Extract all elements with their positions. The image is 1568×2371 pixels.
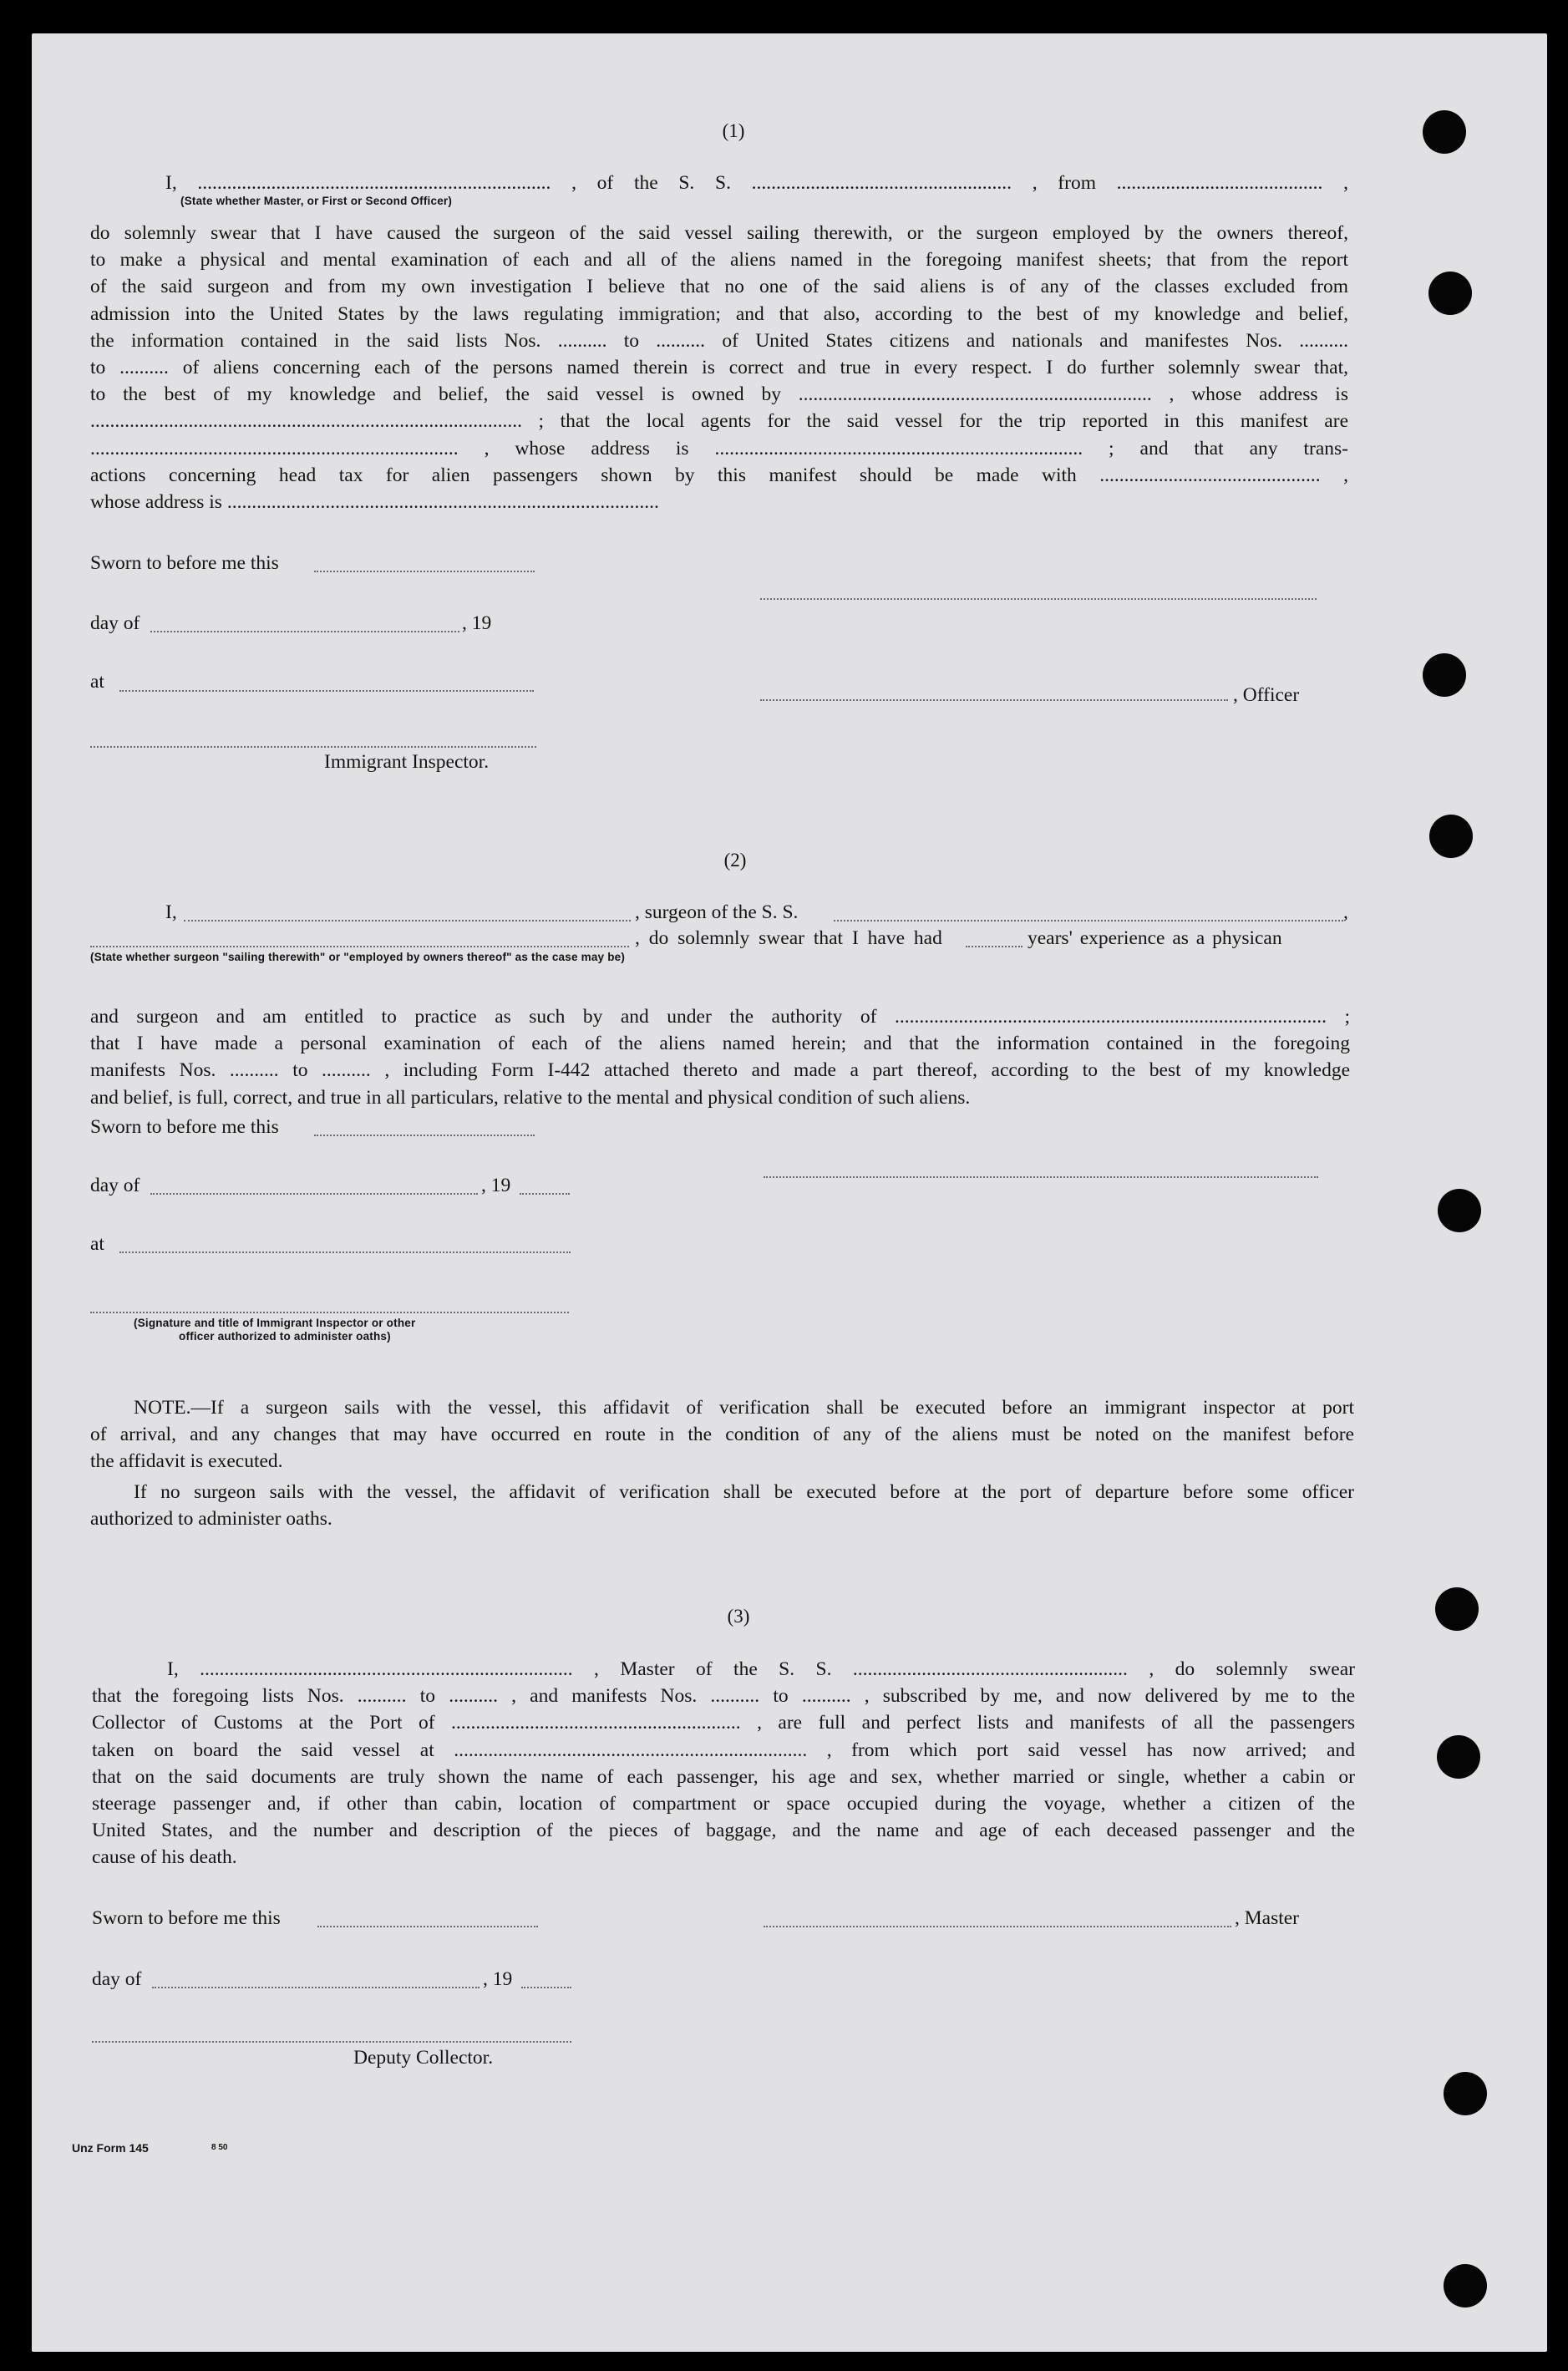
oath-line: steerage passenger and, if other than cabin, location of compartment or space occupied during the voyage, whether a citizen of the xyxy=(92,1793,1355,1815)
inspector-label: Immigrant Inspector. xyxy=(324,751,490,773)
officer-rank-note: (State whether Master, or First or Second Officer) xyxy=(180,195,453,207)
note-line: If no surgeon sails with the vessel, the affidavit of verification shall be executed before at the port of departure before some officer xyxy=(134,1480,1354,1503)
officer-label: , Officer xyxy=(1233,684,1300,706)
year-label: , 19 xyxy=(483,1968,513,1990)
oath-line: United States, and the number and description of the pieces of baggage, and the name and age of each deceased passenger and the xyxy=(92,1820,1355,1842)
note-line: NOTE.—If a surgeon sails with the vessel, this affidavit of verification shall be executed before an immigrant inspector at port xyxy=(134,1397,1354,1419)
form-id: Unz Form 145 xyxy=(72,2141,149,2155)
manifest-verification-page xyxy=(32,33,1547,2352)
surgeon-signature-line xyxy=(764,1176,1318,1178)
surgeon-type-line xyxy=(90,946,629,947)
oath-line: to make a physical and mental examination of each and all of the aliens named in the foregoing manifest sheets; that from the report xyxy=(90,249,1348,272)
sworn-label: Sworn to before me this xyxy=(90,552,279,574)
punch-hole xyxy=(1438,1189,1481,1232)
oath-line: to .......... of aliens concerning each of the persons named therein is correct and true in every respect. I do further solemnly swear that, xyxy=(90,357,1348,379)
collector-label: Deputy Collector. xyxy=(353,2047,494,2069)
inspector-signature-line xyxy=(90,1312,569,1313)
section-3-body xyxy=(92,1656,1355,1871)
at-label: at xyxy=(90,671,104,693)
oath-line: that on the said documents are truly shown the name of each passenger, his age and sex, whether married or single, whether a cabin or xyxy=(92,1765,1355,1788)
oath-line: the information contained in the said lists Nos. .......... to .......... of United States citizens and nationals and manifestes Nos. .......... xyxy=(90,329,1348,352)
form-date: 8 50 xyxy=(211,2143,228,2152)
section-1-body xyxy=(90,170,1348,196)
oath-line: I, ............................................................................ , Master of the S. S. ........................................................ , do solemnly swear xyxy=(167,1658,1355,1680)
officer-signature-line xyxy=(760,598,1317,600)
punch-hole xyxy=(1437,1735,1480,1779)
sworn-date-line xyxy=(314,1135,535,1136)
punch-hole xyxy=(1428,272,1472,315)
oath-line: whose address is ........................................................................................ xyxy=(90,491,659,514)
section-2-paragraph xyxy=(90,1003,1350,1111)
oath-line: that the foregoing lists Nos. .......... to .......... , and manifests Nos. .......... to .......... , subscribed by me, and now delivered by me to the xyxy=(92,1685,1355,1708)
section-3-number: (3) xyxy=(727,1606,750,1627)
surgeon-i-label: I, xyxy=(165,901,177,923)
oath-line: of the said surgeon and from my own investigation I believe that no one of the said aliens is of any of the classes excluded from xyxy=(90,276,1348,298)
section-1-paragraph xyxy=(90,220,1348,515)
punch-hole xyxy=(1444,2264,1487,2308)
year-line xyxy=(520,1193,570,1195)
section-1-number: (1) xyxy=(722,120,745,141)
at-line xyxy=(119,690,534,692)
oath-line: and belief, is full, correct, and true in all particulars, relative to the mental and physical condition of such aliens. xyxy=(90,1086,971,1109)
at-line xyxy=(119,1252,571,1253)
physician-label: years' experience as a physican xyxy=(1028,927,1282,949)
punch-hole xyxy=(1429,815,1473,858)
surgeon-name-line xyxy=(184,920,631,921)
section-2-number: (2) xyxy=(723,850,747,871)
punch-hole xyxy=(1423,653,1466,697)
note-line: the affidavit is executed. xyxy=(90,1450,283,1473)
ship-name-line xyxy=(834,920,1343,921)
oath-line: do solemnly swear that I have caused the surgeon of the said vessel sailing therewith, or the surgeon employed by the owners thereof, xyxy=(90,222,1348,244)
punch-hole xyxy=(1435,1587,1479,1631)
oath-line: manifests Nos. .......... to .......... , including Form I-442 attached thereto and made a part thereof, according to the best of my knowledge xyxy=(90,1059,1350,1082)
oath-line: cause of his death. xyxy=(92,1846,237,1869)
oath-line: taken on board the said vessel at ........................................................................ , from which port said vessel has now arrived; and xyxy=(92,1739,1355,1761)
sworn-date-line xyxy=(314,571,535,572)
year-line xyxy=(521,1987,571,1988)
collector-signature-line xyxy=(92,2041,571,2043)
punch-hole xyxy=(1444,2072,1487,2115)
day-of-line xyxy=(152,1987,480,1988)
sworn-date-line xyxy=(317,1926,538,1927)
sworn-label: Sworn to before me this xyxy=(92,1907,281,1929)
oath-line: Collector of Customs at the Port of ........................................................... , are full and perfect lists and manifests of all the passengers xyxy=(92,1712,1355,1734)
oath-line: I, ........................................................................ , of the S. S. ..................................................... , from .......................................... , xyxy=(165,172,1348,194)
oath-line: and surgeon and am entitled to practice as such by and under the authority of ........................................................................................ ; xyxy=(90,1006,1350,1028)
note-line: of arrival, and any changes that may have occurred en route in the condition of any of the aliens must be noted on the manifest before xyxy=(90,1424,1354,1446)
officer-line xyxy=(760,699,1228,701)
surgeon-type-note: (State whether surgeon "sailing therewith" or "employed by owners thereof" as the case may be) xyxy=(90,951,626,963)
sworn-label: Sworn to before me this xyxy=(90,1116,279,1138)
year-label: , 19 xyxy=(481,1175,511,1196)
comma: , xyxy=(1343,901,1348,923)
swear-years-label: , do solemnly swear that I have had xyxy=(635,927,942,949)
oath-line: ........................................................................... , whose address is ........................................................................... ; and that any trans- xyxy=(90,437,1348,459)
note-line: authorized to administer oaths. xyxy=(90,1507,332,1530)
years-line xyxy=(966,946,1022,947)
oath-line: ........................................................................................ ; that the local agents for the said vessel for the trip reported in this manifest are xyxy=(90,410,1348,433)
master-label: , Master xyxy=(1235,1907,1300,1929)
master-signature-line xyxy=(764,1926,1231,1927)
punch-hole xyxy=(1423,110,1466,154)
day-of-line xyxy=(150,1193,478,1195)
at-label: at xyxy=(90,1233,104,1255)
signature-note: (Signature and title of Immigrant Inspector or other xyxy=(134,1317,416,1329)
oath-line: actions concerning head tax for alien passengers shown by this manifest should be made with ............................................. , xyxy=(90,464,1348,486)
note-paragraph xyxy=(90,1394,1354,1532)
day-of-label: day of xyxy=(90,612,140,634)
signature-note: officer authorized to administer oaths) xyxy=(179,1330,391,1343)
year-label: , 19 xyxy=(462,612,492,634)
oath-line: to the best of my knowledge and belief, the said vessel is owned by ........................................................................ , whose address is xyxy=(90,383,1348,406)
day-of-line xyxy=(150,631,459,632)
oath-line: admission into the United States by the laws regulating immigration; and that also, according to the best of my knowledge and belief, xyxy=(90,302,1348,325)
surgeon-of-ship-label: , surgeon of the S. S. xyxy=(635,901,799,923)
inspector-signature-line xyxy=(90,746,536,748)
day-of-label: day of xyxy=(92,1968,142,1990)
oath-line: that I have made a personal examination of each of the aliens named herein; and that the information contained in the foregoing xyxy=(90,1033,1350,1055)
day-of-label: day of xyxy=(90,1175,140,1196)
